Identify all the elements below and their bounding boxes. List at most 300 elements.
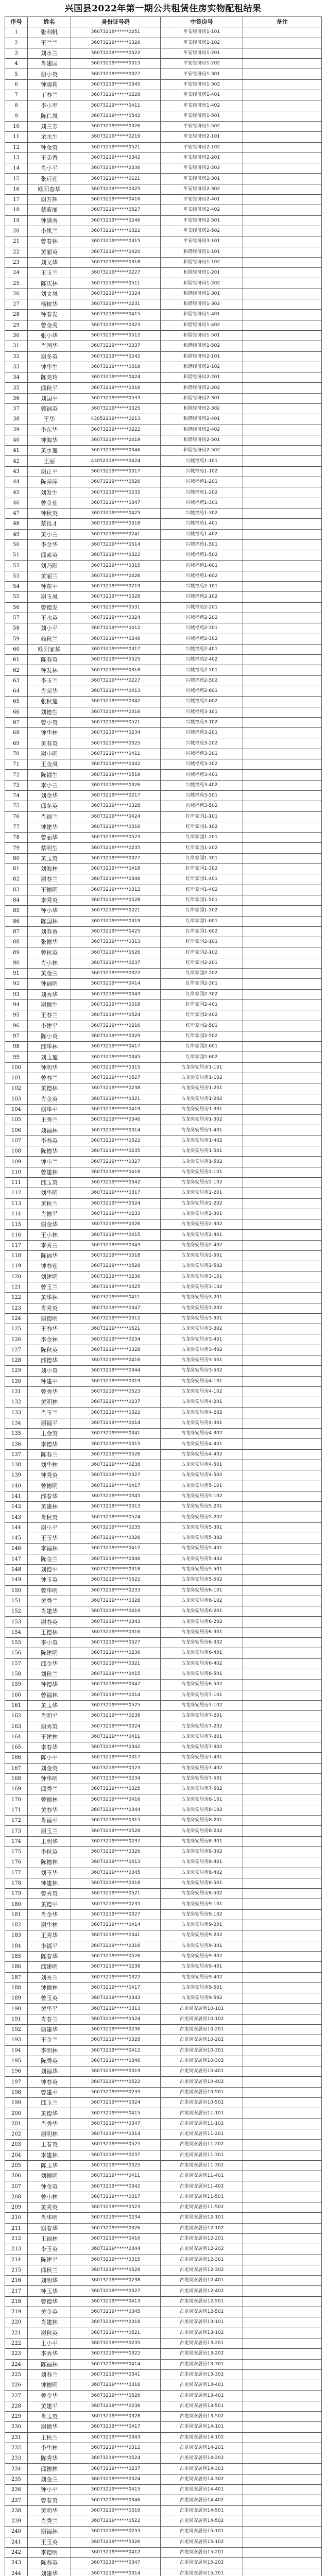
cell-remarks	[243, 1816, 322, 1826]
table-row	[5, 571, 322, 581]
table-row	[5, 1157, 322, 1167]
cell-id-number: 36073219******0326	[71, 2537, 161, 2547]
cell-room-number: 红岸家园1-401	[161, 874, 243, 885]
cell-name: 刘秀华	[28, 989, 71, 999]
table-row	[5, 2213, 322, 2223]
cell-room-number: 古龙岗安居房10-202	[161, 2035, 243, 2045]
cell-serial-number: 126	[5, 1334, 28, 1345]
table-row	[5, 1209, 322, 1219]
table-row	[5, 268, 322, 278]
cell-remarks	[243, 1836, 322, 1846]
cell-id-number: 36073219******0238	[71, 1460, 161, 1470]
cell-name: 肖福平	[28, 1816, 71, 1826]
cell-room-number: 古龙岗安居房7-201	[161, 1711, 243, 1721]
cell-room-number: 红岸家园1-102	[161, 822, 243, 832]
cell-remarks	[243, 571, 322, 581]
cell-serial-number: 2	[5, 38, 28, 48]
cell-serial-number: 200	[5, 2108, 28, 2119]
cell-remarks	[243, 174, 322, 184]
cell-room-number: 古龙岗安居房3-102	[161, 1282, 243, 1292]
cell-serial-number: 230	[5, 2422, 28, 2432]
cell-room-number: 平安经济房3-101	[161, 236, 243, 247]
cell-id-number: 36073219******0347	[71, 1680, 161, 1690]
table-row	[5, 717, 322, 727]
table-row	[5, 341, 322, 351]
table-row	[5, 874, 322, 885]
cell-remarks	[243, 707, 322, 717]
table-row	[5, 456, 322, 466]
cell-name: 肖秀华	[28, 2119, 71, 2129]
cell-id-number: 36073219******0237	[71, 2464, 161, 2474]
cell-room-number: 古龙岗安居房2-302	[161, 1219, 243, 1230]
table-row	[5, 2558, 322, 2568]
cell-room-number: 和谐经济房2-301	[161, 393, 243, 403]
cell-serial-number: 115	[5, 1219, 28, 1230]
table-row	[5, 59, 322, 69]
cell-room-number: 兴城福苑2-101	[161, 582, 243, 592]
cell-serial-number: 179	[5, 1889, 28, 1899]
cell-remarks	[243, 801, 322, 811]
cell-id-number: 36073219******0343	[71, 1617, 161, 1627]
cell-id-number: 36073219******0425	[71, 926, 161, 937]
cell-id-number: 36073219******0416	[71, 1794, 161, 1805]
cell-id-number: 36073219******0341	[71, 1429, 161, 1439]
cell-remarks	[243, 2527, 322, 2537]
cell-serial-number: 145	[5, 1533, 28, 1544]
cell-name: 张远莲	[28, 174, 71, 184]
table-body	[5, 27, 322, 2576]
cell-remarks	[243, 780, 322, 790]
table-row	[5, 2568, 322, 2576]
cell-room-number: 古龙岗安居房6-102	[161, 1596, 243, 1606]
cell-remarks	[243, 1617, 322, 1627]
cell-name: 黄玉英	[28, 853, 71, 863]
cell-id-number: 36073219******0528	[71, 2265, 161, 2275]
cell-serial-number: 114	[5, 1209, 28, 1219]
cell-name: 肖明平	[28, 1711, 71, 1721]
cell-name: 李秀华	[28, 2349, 71, 2359]
cell-id-number: 36073219******0527	[71, 1638, 161, 1648]
cell-id-number: 36073219******0315	[71, 1439, 161, 1449]
table-row	[5, 1115, 322, 1125]
table-row	[5, 770, 322, 780]
table-row	[5, 1617, 322, 1627]
cell-name: 谢玉凤	[28, 592, 71, 602]
table-row	[5, 686, 322, 697]
cell-id-number: 36073219******0344	[71, 1805, 161, 1815]
cell-serial-number: 97	[5, 1031, 28, 1041]
cell-remarks	[243, 1177, 322, 1188]
table-row	[5, 1972, 322, 1982]
cell-id-number: 36073219******0346	[71, 2495, 161, 2505]
cell-id-number: 36073219******0521	[71, 1889, 161, 1899]
cell-remarks	[243, 833, 322, 843]
cell-name: 刘春兰	[28, 2369, 71, 2380]
cell-room-number: 古龙岗安居房11-302	[161, 2160, 243, 2171]
cell-remarks	[243, 289, 322, 299]
cell-room-number: 古龙岗安居房5-402	[161, 1554, 243, 1564]
cell-name: 陈玉华	[28, 2160, 71, 2171]
cell-room-number: 古龙岗安居房2-501	[161, 1251, 243, 1261]
table-row	[5, 226, 322, 236]
cell-name: 王小林	[28, 1230, 71, 1240]
cell-room-number: 古龙岗安居房13-301	[161, 2359, 243, 2369]
cell-serial-number: 169	[5, 1784, 28, 1794]
cell-serial-number: 217	[5, 2286, 28, 2296]
table-row	[5, 1554, 322, 1564]
cell-name: 钟小平	[28, 2485, 71, 2495]
table-row	[5, 2485, 322, 2495]
cell-room-number: 古龙岗安居房11-202	[161, 2140, 243, 2150]
cell-id-number: 36073219******0319	[71, 2066, 161, 2077]
cell-remarks	[243, 383, 322, 393]
cell-id-number: 36073219******0312	[71, 2443, 161, 2453]
cell-serial-number: 90	[5, 958, 28, 968]
cell-remarks	[243, 2380, 322, 2391]
cell-room-number: 兴城福苑2-401	[161, 644, 243, 654]
cell-room-number: 古龙岗安居房6-501	[161, 1669, 243, 1679]
cell-serial-number: 86	[5, 916, 28, 926]
table-row	[5, 2014, 322, 2024]
table-row	[5, 403, 322, 414]
table-row	[5, 152, 322, 163]
cell-serial-number: 232	[5, 2443, 28, 2453]
cell-id-number: 36073219******0328	[71, 801, 161, 811]
cell-room-number: 兴城福苑2-202	[161, 613, 243, 623]
cell-name: 陈建平	[28, 2255, 71, 2265]
table-row	[5, 1889, 322, 1899]
cell-remarks	[243, 2202, 322, 2213]
header-serial-number: 序号	[5, 17, 28, 27]
cell-room-number: 红岸家园2-102	[161, 947, 243, 958]
table-row	[5, 2171, 322, 2181]
cell-id-number: 36073219******0231	[71, 299, 161, 310]
cell-remarks	[243, 226, 322, 236]
cell-serial-number: 164	[5, 1732, 28, 1742]
cell-remarks	[243, 1282, 322, 1292]
cell-name: 谢德生	[28, 999, 71, 1010]
cell-name: 肖德平	[28, 1209, 71, 1219]
cell-room-number: 古龙岗安居房9-301	[161, 1941, 243, 1951]
cell-id-number: 36073219******0414	[71, 1920, 161, 1930]
table-row	[5, 2380, 322, 2391]
cell-remarks	[243, 100, 322, 111]
cell-serial-number: 157	[5, 1658, 28, 1669]
cell-room-number: 古龙岗安居房12-401	[161, 2276, 243, 2286]
cell-remarks	[243, 1846, 322, 1857]
table-row	[5, 2202, 322, 2213]
cell-id-number: 36073219******0246	[71, 634, 161, 644]
cell-serial-number: 198	[5, 2087, 28, 2097]
cell-room-number: 古龙岗安居房1-402	[161, 1136, 243, 1146]
cell-name: 王春英	[28, 2140, 71, 2150]
table-row	[5, 90, 322, 100]
cell-room-number: 古龙岗安居房10-201	[161, 2025, 243, 2035]
cell-serial-number: 7	[5, 90, 28, 100]
cell-remarks	[243, 1627, 322, 1637]
cell-room-number: 古龙岗安居房11-102	[161, 2119, 243, 2129]
cell-name: 邱春华	[28, 1491, 71, 1501]
cell-serial-number: 183	[5, 1930, 28, 1941]
cell-room-number: 平安经济房2-501	[161, 215, 243, 226]
cell-serial-number: 176	[5, 1857, 28, 1868]
cell-name: 黄水莲	[28, 446, 71, 456]
cell-remarks	[243, 393, 322, 403]
cell-name: 王金英	[28, 1429, 71, 1439]
cell-serial-number: 130	[5, 1376, 28, 1386]
cell-name: 李秀兰	[28, 1240, 71, 1250]
cell-remarks	[243, 2077, 322, 2087]
table-row	[5, 1408, 322, 1418]
cell-serial-number: 60	[5, 644, 28, 654]
cell-remarks	[243, 1909, 322, 1920]
cell-remarks	[243, 969, 322, 979]
cell-serial-number: 191	[5, 2014, 28, 2024]
table-row	[5, 1386, 322, 1397]
cell-serial-number: 214	[5, 2255, 28, 2265]
cell-room-number: 古龙岗安居房13-101	[161, 2317, 243, 2328]
cell-name: 王玉英	[28, 2537, 71, 2547]
cell-name: 陈金兰	[28, 1554, 71, 1564]
cell-id-number: 36073219******0318	[71, 2317, 161, 2328]
cell-room-number: 古龙岗安居房14-501	[161, 2505, 243, 2516]
cell-remarks	[243, 310, 322, 320]
cell-name: 谢小英	[28, 69, 71, 79]
cell-room-number: 兴城福苑1-202	[161, 487, 243, 498]
table-row	[5, 1836, 322, 1846]
cell-room-number: 古龙岗安居房8-202	[161, 1826, 243, 1836]
cell-serial-number: 46	[5, 498, 28, 508]
cell-name: 陈建明	[28, 1648, 71, 1658]
cell-name: 黄德林	[28, 1083, 71, 1094]
cell-serial-number: 106	[5, 1125, 28, 1136]
cell-remarks	[243, 979, 322, 989]
cell-name: 李玉兰	[28, 675, 71, 686]
cell-name: 肖春兰	[28, 2014, 71, 2024]
cell-room-number: 兴城福苑2-501	[161, 665, 243, 675]
cell-id-number: 36073219******0347	[71, 2119, 161, 2129]
cell-serial-number: 23	[5, 257, 28, 267]
cell-room-number: 古龙岗安居房13-401	[161, 2380, 243, 2391]
table-row	[5, 2035, 322, 2045]
table-row	[5, 2119, 322, 2129]
cell-id-number: 36073219******0228	[71, 90, 161, 100]
cell-remarks	[243, 1648, 322, 1658]
cell-room-number: 平安经济房2-502	[161, 226, 243, 236]
cell-remarks	[243, 1324, 322, 1334]
cell-serial-number: 26	[5, 289, 28, 299]
cell-serial-number: 195	[5, 2056, 28, 2066]
cell-id-number: 36073219******0521	[71, 717, 161, 727]
cell-room-number: 兴城福苑1-401	[161, 519, 243, 529]
cell-room-number: 红岸家园2-301	[161, 979, 243, 989]
cell-serial-number: 185	[5, 1951, 28, 1961]
cell-serial-number: 54	[5, 582, 28, 592]
cell-serial-number: 155	[5, 1638, 28, 1648]
cell-id-number: 36073219******0420	[71, 247, 161, 257]
cell-name: 肖小林	[28, 958, 71, 968]
cell-room-number: 古龙岗安居房10-302	[161, 2056, 243, 2066]
table-row	[5, 519, 322, 529]
table-row	[5, 655, 322, 665]
cell-name: 陈仁凤	[28, 111, 71, 121]
cell-id-number: 36073219******0234	[71, 2213, 161, 2223]
cell-serial-number: 147	[5, 1554, 28, 1564]
cell-remarks	[243, 655, 322, 665]
cell-id-number: 36073219******0323	[71, 320, 161, 330]
cell-serial-number: 108	[5, 1146, 28, 1157]
cell-serial-number: 99	[5, 1052, 28, 1062]
cell-room-number: 古龙岗安居房15-201	[161, 2547, 243, 2557]
cell-id-number: 43052119******0424	[71, 456, 161, 466]
cell-remarks	[243, 1784, 322, 1794]
cell-room-number: 古龙岗安居房14-102	[161, 2432, 243, 2443]
cell-name: 刘发生	[28, 487, 71, 498]
cell-remarks	[243, 1439, 322, 1449]
cell-name: 李金林	[28, 1334, 71, 1345]
cell-id-number: 36073219******0219	[71, 132, 161, 142]
cell-room-number: 古龙岗安居房10-101	[161, 2004, 243, 2014]
cell-room-number: 古龙岗安居房13-502	[161, 2411, 243, 2421]
cell-remarks	[243, 1042, 322, 1052]
cell-remarks	[243, 2129, 322, 2139]
cell-remarks	[243, 728, 322, 738]
cell-id-number: 36073219******0411	[71, 1293, 161, 1303]
table-row	[5, 1711, 322, 1721]
table-row	[5, 1460, 322, 1470]
cell-id-number: 36073219******0238	[71, 2276, 161, 2286]
table-row	[5, 1136, 322, 1146]
cell-name: 肖华明	[28, 2213, 71, 2223]
cell-room-number: 红岸家园1-402	[161, 885, 243, 895]
cell-id-number: 36073219******0524	[71, 2453, 161, 2464]
cell-room-number: 古龙岗安居房14-302	[161, 2474, 243, 2484]
cell-name: 钟小华	[28, 906, 71, 916]
cell-remarks	[243, 1125, 322, 1136]
cell-name: 刘文凤	[28, 289, 71, 299]
cell-id-number: 36073219******0312	[71, 885, 161, 895]
cell-serial-number: 101	[5, 1073, 28, 1083]
table-row	[5, 2276, 322, 2286]
cell-room-number: 古龙岗安居房1-202	[161, 1094, 243, 1104]
cell-serial-number: 15	[5, 174, 28, 184]
cell-name: 谢玉兰	[28, 1826, 71, 1836]
cell-room-number: 古龙岗安居房9-402	[161, 1972, 243, 1982]
cell-id-number: 36073219******0313	[71, 1502, 161, 1512]
table-row	[5, 895, 322, 905]
table-row	[5, 1544, 322, 1554]
cell-name: 李德明	[28, 2547, 71, 2557]
cell-id-number: 36073219******0328	[71, 1345, 161, 1355]
cell-name: 陈美玲	[28, 372, 71, 383]
cell-serial-number: 215	[5, 2265, 28, 2275]
cell-remarks	[243, 686, 322, 697]
cell-name: 黄丽英	[28, 247, 71, 257]
table-row	[5, 1575, 322, 1585]
cell-id-number: 36073219******0327	[71, 69, 161, 79]
cell-serial-number: 237	[5, 2495, 28, 2505]
cell-serial-number: 160	[5, 1690, 28, 1700]
cell-serial-number: 173	[5, 1826, 28, 1836]
table-row	[5, 372, 322, 383]
cell-id-number: 36073219******0521	[71, 142, 161, 152]
cell-serial-number: 133	[5, 1408, 28, 1418]
table-row	[5, 1805, 322, 1815]
cell-serial-number: 205	[5, 2160, 28, 2171]
table-row	[5, 958, 322, 968]
cell-serial-number: 31	[5, 341, 28, 351]
cell-room-number: 古龙岗安居房12-101	[161, 2213, 243, 2223]
cell-name: 李福平	[28, 1941, 71, 1951]
cell-remarks	[243, 2307, 322, 2317]
cell-serial-number: 218	[5, 2296, 28, 2307]
cell-name: 谢春华	[28, 2223, 71, 2233]
table-row	[5, 1773, 322, 1784]
cell-remarks	[243, 414, 322, 425]
cell-id-number: 36073219******0234	[71, 1334, 161, 1345]
cell-serial-number: 224	[5, 2359, 28, 2369]
table-row	[5, 163, 322, 174]
cell-name: 谢华林	[28, 1920, 71, 1930]
cell-remarks	[243, 1146, 322, 1157]
cell-serial-number: 6	[5, 79, 28, 90]
cell-remarks	[243, 2558, 322, 2568]
cell-id-number: 36073219******0318	[71, 999, 161, 1010]
cell-room-number: 古龙岗安居房6-201	[161, 1606, 243, 1617]
table-row	[5, 2150, 322, 2160]
cell-remarks	[243, 2505, 322, 2516]
cell-serial-number: 144	[5, 1522, 28, 1533]
cell-remarks	[243, 1188, 322, 1198]
cell-room-number: 红岸家园1-502	[161, 906, 243, 916]
cell-room-number: 古龙岗安居房5-502	[161, 1575, 243, 1585]
table-row	[5, 1878, 322, 1888]
table-row	[5, 1732, 322, 1742]
cell-id-number: 36073219******0326	[71, 2223, 161, 2233]
cell-serial-number: 87	[5, 926, 28, 937]
cell-remarks	[243, 1272, 322, 1282]
table-row	[5, 1439, 322, 1449]
cell-serial-number: 186	[5, 1962, 28, 1972]
table-row	[5, 1293, 322, 1303]
cell-name: 钟金英	[28, 142, 71, 152]
cell-remarks	[243, 2537, 322, 2547]
cell-name: 谢德华	[28, 2422, 71, 2432]
cell-room-number: 古龙岗安居房12-302	[161, 2265, 243, 2275]
cell-name: 蔡紫丽	[28, 205, 71, 215]
table-row	[5, 2223, 322, 2233]
cell-id-number: 36073219******0415	[71, 1230, 161, 1240]
table-row	[5, 539, 322, 550]
cell-room-number: 古龙岗安居房14-101	[161, 2422, 243, 2432]
cell-remarks	[243, 1920, 322, 1930]
cell-remarks	[243, 2223, 322, 2233]
cell-serial-number: 116	[5, 1230, 28, 1240]
cell-room-number: 平安经济房1-202	[161, 59, 243, 69]
cell-room-number: 和谐经济房1-202	[161, 278, 243, 289]
cell-name: 余水生	[28, 132, 71, 142]
table-row	[5, 1742, 322, 1752]
table-row	[5, 2160, 322, 2171]
cell-name: 李玉英	[28, 2244, 71, 2255]
table-row	[5, 1042, 322, 1052]
cell-id-number: 36073219******0411	[71, 2171, 161, 2181]
table-row	[5, 2328, 322, 2338]
cell-name: 钟春英	[28, 2077, 71, 2087]
cell-id-number: 36073219******0237	[71, 1397, 161, 1408]
table-row	[5, 1251, 322, 1261]
cell-remarks	[243, 1941, 322, 1951]
